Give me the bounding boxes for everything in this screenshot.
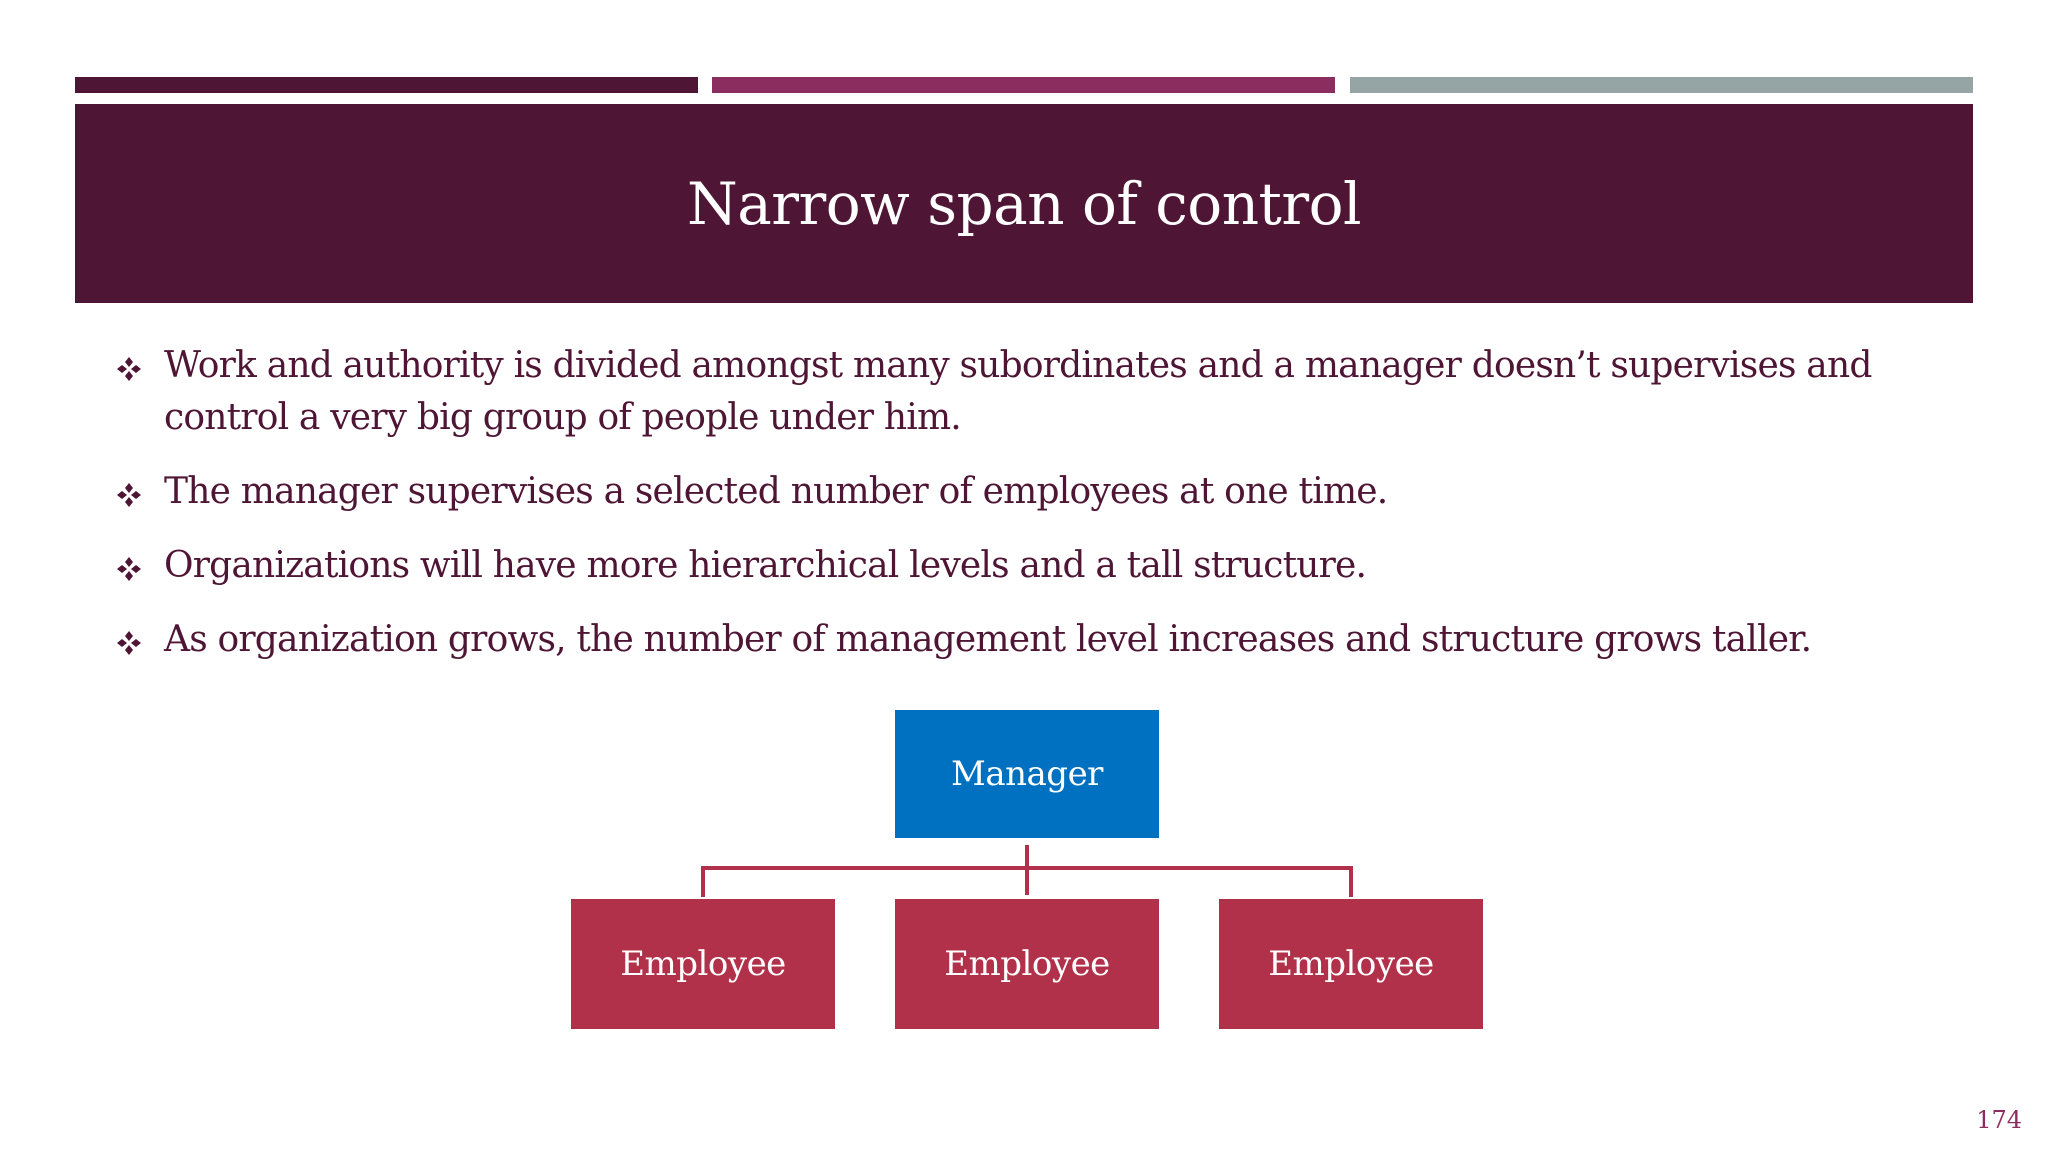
accent-bar-dark — [75, 77, 698, 93]
bullet-text: Organizations will have more hierarchical levels and a tall structure. — [164, 545, 1367, 586]
employee-box — [571, 899, 835, 1029]
accent-bar-magenta — [712, 77, 1335, 93]
employee-label: Employee — [620, 944, 786, 984]
bullet-item — [110, 614, 1970, 666]
four-diamond-bullet-icon — [114, 480, 144, 510]
bullet-text: As organization grows, the number of management level increases and structure grows taller. — [164, 619, 1812, 660]
bullet-text: Work and authority is divided amongst many subordinates and a manager doesn’t supervises and control a very big group of people under him. — [164, 345, 1872, 438]
employee-box — [1219, 899, 1483, 1029]
slide-title: Narrow span of control — [686, 169, 1362, 238]
title-band — [75, 104, 1973, 303]
bullet-item — [110, 466, 1970, 518]
four-diamond-bullet-icon — [114, 628, 144, 658]
accent-bar-gray — [1350, 77, 1973, 93]
four-diamond-bullet-icon — [114, 554, 144, 584]
four-diamond-bullet-icon — [114, 354, 144, 384]
employee-box — [895, 899, 1159, 1029]
bullet-text: The manager supervises a selected number of employees at one time. — [164, 471, 1388, 512]
employee-label: Employee — [944, 944, 1110, 984]
bullet-item — [110, 540, 1970, 592]
bullet-item — [110, 340, 1970, 444]
bullet-list — [110, 340, 1970, 688]
manager-box — [895, 710, 1159, 838]
employee-label: Employee — [1268, 944, 1434, 984]
manager-label: Manager — [951, 754, 1103, 794]
slide-number: 174 — [1976, 1106, 2022, 1134]
